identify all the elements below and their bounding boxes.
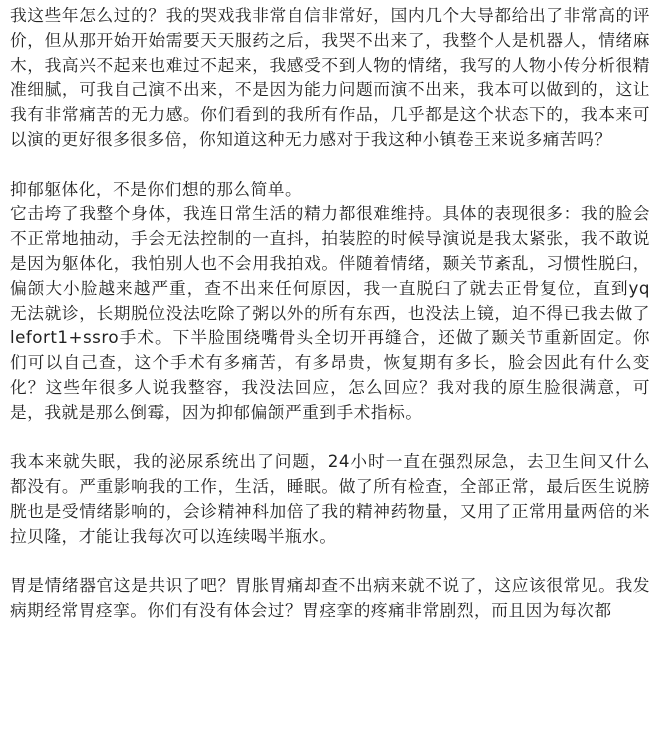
paragraph-crying-scenes: 我这些年怎么过的？我的哭戏我非常自信非常好，国内几个大导都给出了非常高的评价，但从那开始开始需要天天服药之后，我哭不出来了，我整个人是机器人，情绪麻木，我高兴不起来也难过不起来，我感受不到人物的情绪，我写的人物小传分析很精准细腻，可我自己演不出来，不是因为能力问题而演不出来，我本可以做到的，这让我有非常痛苦的无力感。你们看到的我所有作品，几乎都是这个状态下的，我本来可以演的更好很多很多倍，你知道这种无力感对于我这种小镇卷王来说多痛苦吗？ — [10, 5, 650, 149]
paragraph-spacer — [10, 152, 650, 177]
paragraph-somatization-heading: 抑郁躯体化，不是你们想的那么简单。 — [10, 178, 303, 199]
paragraph-spacer — [10, 549, 650, 574]
paragraph-insomnia-urinary: 我本来就失眠，我的泌尿系统出了问题，24小时一直在强烈尿急，去卫生间又什么都没有。严重影响我的工作，生活，睡眠。做了所有检查，全部正常，最后医生说膀胱也是受情绪影响的，会诊精神科加倍了我的精神药物量，又用了正常用量两倍的米拉贝隆，才能让我每次可以连续喝半瓶水。 — [10, 451, 650, 546]
paragraph-spacer — [10, 425, 650, 450]
article-body — [10, 3, 650, 623]
paragraph-physical-symptoms: 它击垮了我整个身体，我连日常生活的精力都很难维持。具体的表现很多：我的脸会不正常地抽动，手会无法控制的一直抖，拍装腔的时候导演说是我太紧张，我不敢说是因为躯体化，我怕别人也不会用我拍戏。伴随着情绪，颞关节紊乱，习惯性脱臼，偏颌大小脸越来越严重，查不出来任何原因，我一直脱臼了就去正骨复位，直到yq无法就诊，长期脱位没法吃除了粥以外的所有东西，也没法上镜，迫不得已我去做了lefort1+ssro手术。下半脸围绕嘴骨头全切开再缝合，还做了颞关节重新固定。你们可以自己查，这个手术有多痛苦，有多昂贵，恢复期有多长，脸会因此有什么变化？这些年很多人说我整容，我没法回应，怎么回应？我对我的原生脸很满意，可是，我就是那么倒霉，因为抑郁偏颌严重到手术指标。 — [10, 203, 650, 422]
paragraph-stomach: 胃是情绪器官这是共识了吧？胃胀胃痛却查不出病来就不说了，这应该很常见。我发病期经常胃痉挛。你们有没有体会过？胃痉挛的疼痛非常剧烈，而且因为每次都 — [10, 575, 650, 621]
